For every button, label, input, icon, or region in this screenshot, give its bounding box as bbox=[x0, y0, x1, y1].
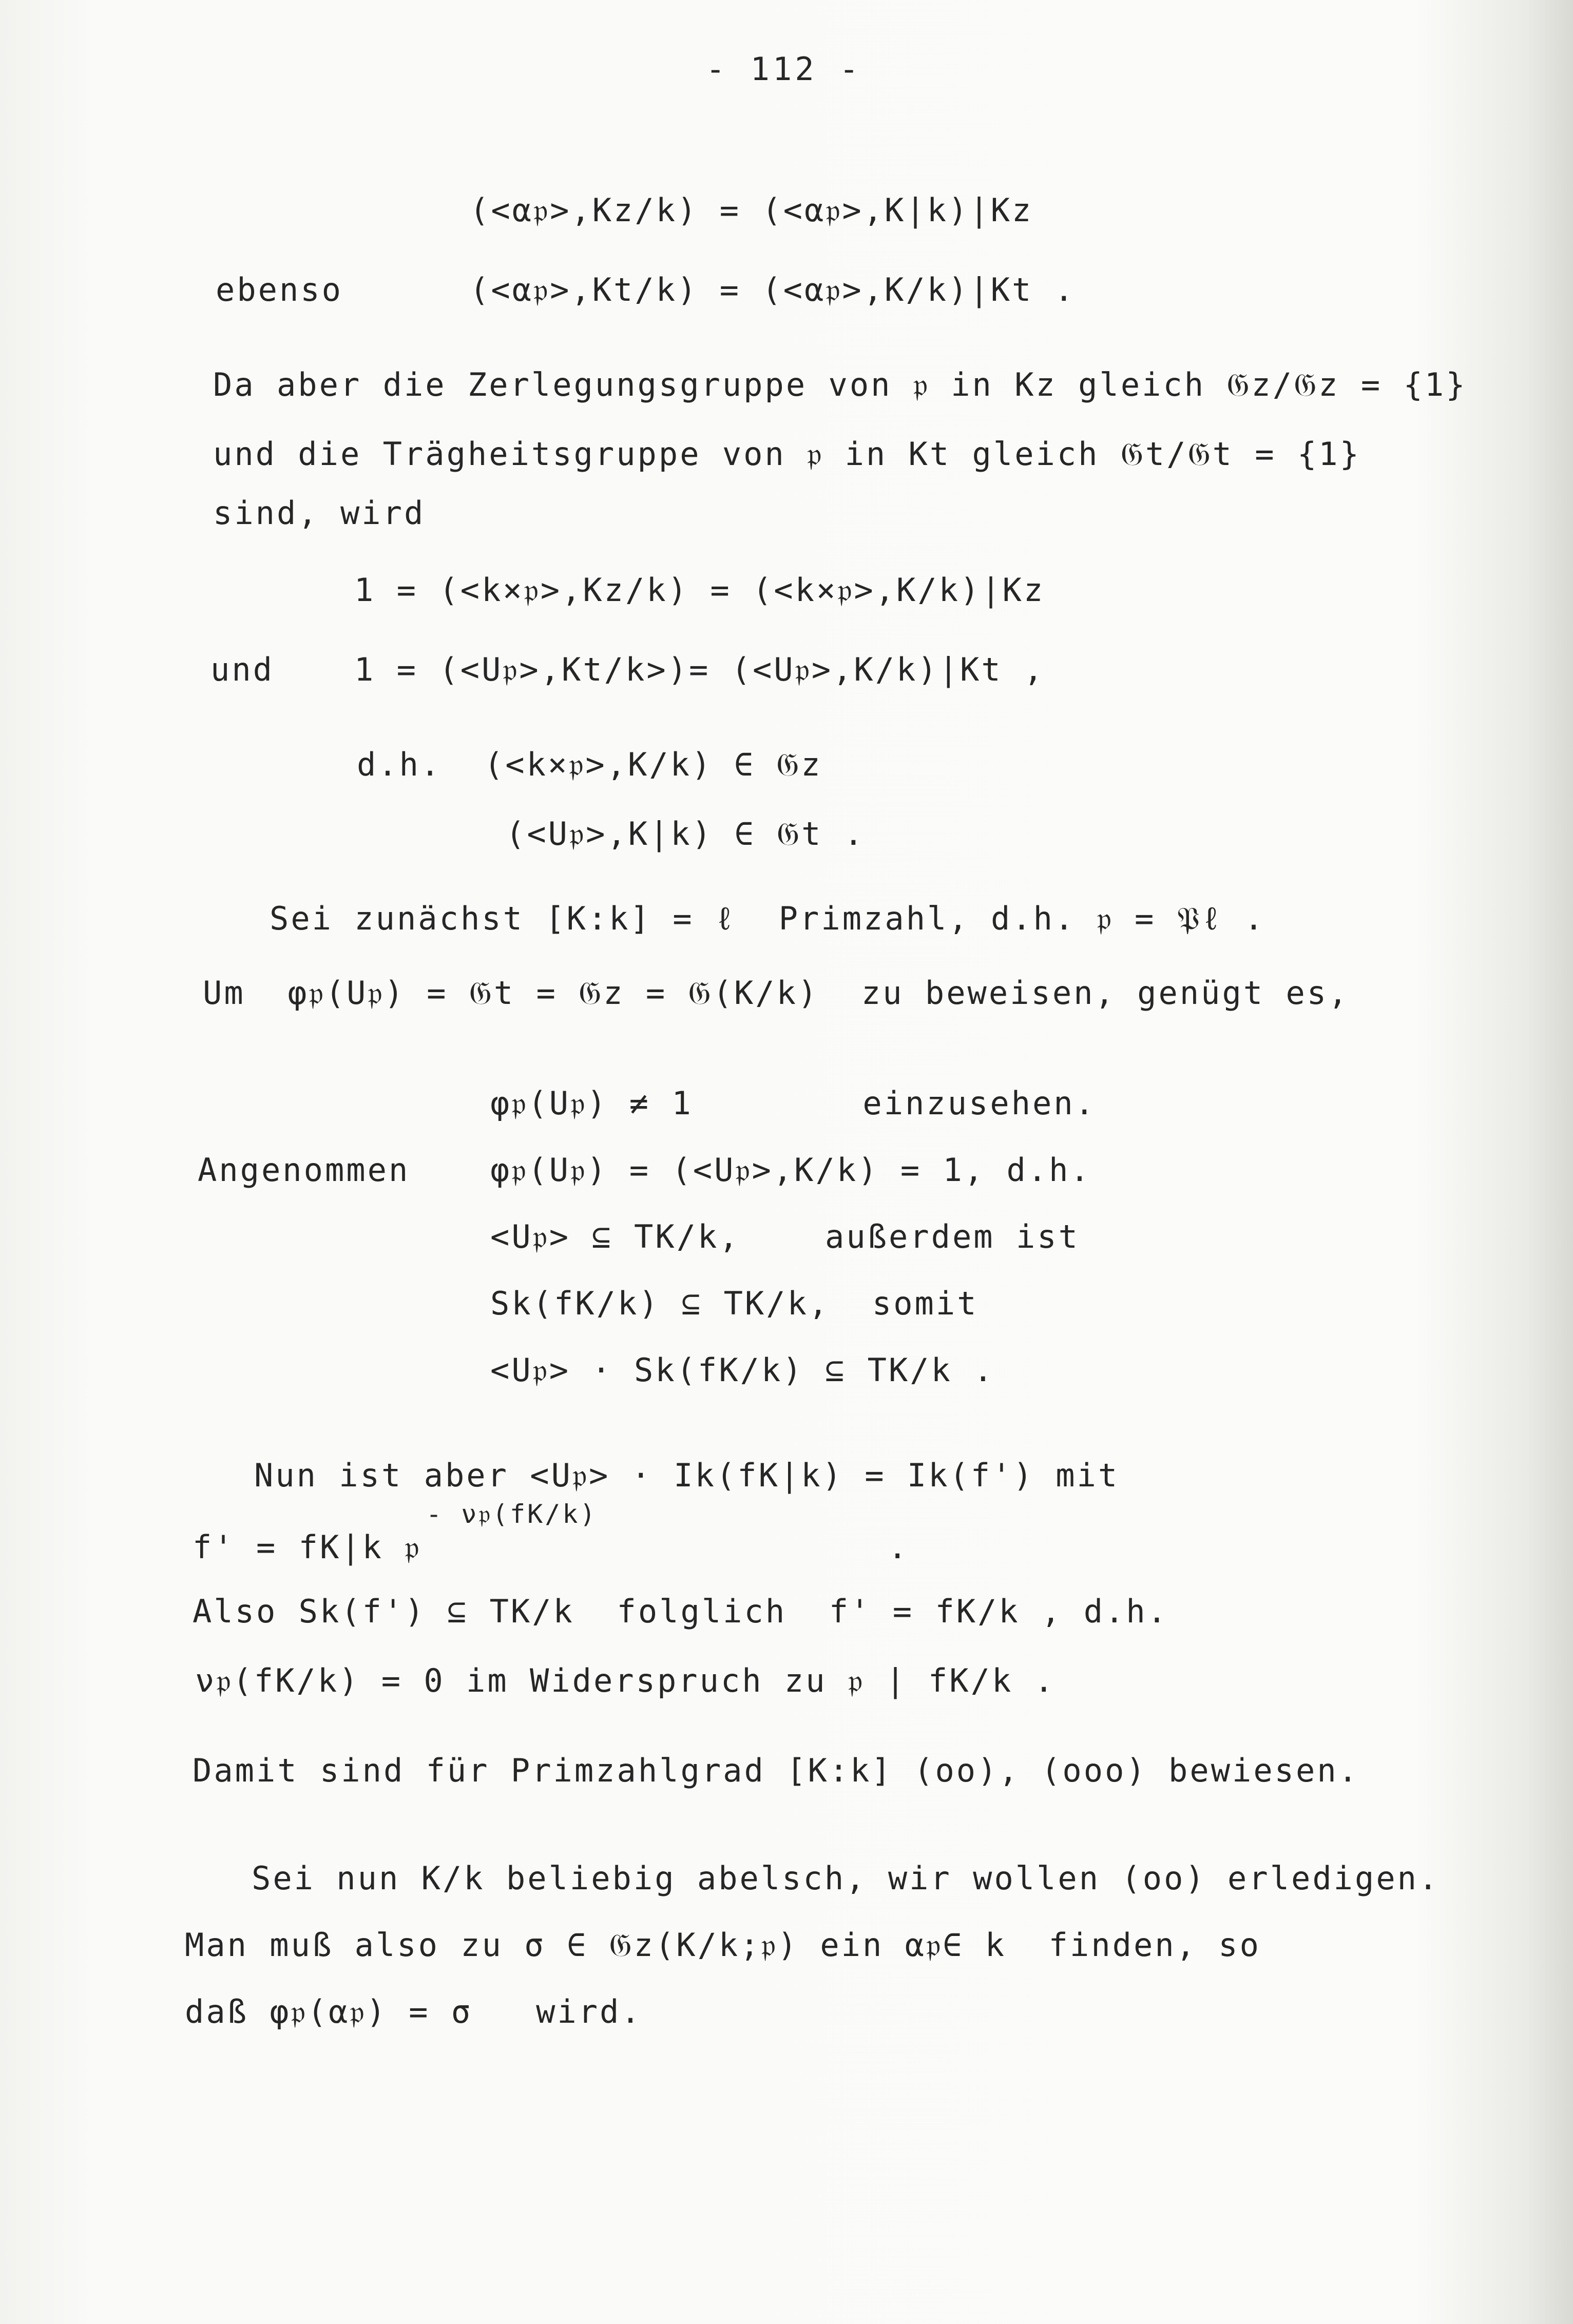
text-line-sind-wird: sind, wird bbox=[213, 494, 426, 532]
label-und: und bbox=[210, 651, 274, 688]
exponent-line: - ν𝔭(fK/k) bbox=[426, 1499, 598, 1529]
text-line-dass: daß φ𝔭(α𝔭) = σ wird. bbox=[185, 1993, 642, 2030]
label-angenommen: Angenommen bbox=[198, 1151, 410, 1189]
formula-line-11: <U𝔭> · Sk(fK/k) ⊆ TK/k . bbox=[490, 1351, 995, 1389]
formula-line-5: d.h. (<k×𝔭>,K/k) ∈ 𝔊z bbox=[357, 746, 822, 783]
label-ebenso: ebenso bbox=[216, 271, 343, 308]
text-line-nun-ist-aber: Nun ist aber <U𝔭> · Ik(fK|k) = Ik(f') mit bbox=[254, 1457, 1120, 1494]
text-line-sei-nun: Sei nun K/k beliebig abelsch, wir wollen (oo) erledigen. bbox=[252, 1860, 1440, 1897]
formula-line-3: 1 = (<k×𝔭>,Kz/k) = (<k×𝔭>,K/k)|Kz bbox=[354, 571, 1045, 609]
text-line-um-beweisen: Um φ𝔭(U𝔭) = 𝔊t = 𝔊z = 𝔊(K/k) zu beweisen, genügt es, bbox=[203, 974, 1350, 1012]
text-line-traegheitsgruppe: und die Trägheitsgruppe von 𝔭 in Kt gleich 𝔊t/𝔊t = {1} bbox=[213, 435, 1361, 473]
text-line-damit-sind: Damit sind für Primzahlgrad [K:k] (oo), (ooo) bewiesen. bbox=[193, 1752, 1359, 1789]
formula-line-1: (<α𝔭>,Kz/k) = (<α𝔭>,K|k)|Kz bbox=[470, 191, 1033, 229]
text-line-zerlegungsgruppe: Da aber die Zerlegungsgruppe von 𝔭 in Kz gleich 𝔊z/𝔊z = {1} bbox=[213, 366, 1467, 403]
text-line-widerspruch: ν𝔭(fK/k) = 0 im Widerspruch zu 𝔭 | fK/k . bbox=[195, 1662, 1056, 1699]
formula-line-8: φ𝔭(U𝔭) = (<U𝔭>,K/k) = 1, d.h. bbox=[490, 1151, 1091, 1189]
formula-line-12: f' = fK|k 𝔭 . bbox=[193, 1528, 909, 1566]
formula-line-9: <U𝔭> ⊆ TK/k, außerdem ist bbox=[490, 1218, 1080, 1255]
formula-line-6: (<U𝔭>,K|k) ∈ 𝔊t . bbox=[506, 815, 866, 853]
formula-line-10: Sk(fK/k) ⊆ TK/k, somit bbox=[490, 1285, 979, 1322]
page-number: - 112 - bbox=[706, 50, 862, 88]
text-line-man-muss: Man muß also zu σ ∈ 𝔊z(K/k;𝔭) ein α𝔭∈ k finden, so bbox=[185, 1926, 1261, 1964]
formula-line-2: (<α𝔭>,Kt/k) = (<α𝔭>,K/k)|Kt . bbox=[470, 271, 1076, 308]
text-line-sei-zunaechst: Sei zunächst [K:k] = ℓ Primzahl, d.h. 𝔭 = 𝔓ℓ . bbox=[270, 900, 1265, 937]
formula-line-4: 1 = (<U𝔭>,Kt/k>)= (<U𝔭>,K/k)|Kt , bbox=[354, 651, 1045, 688]
text-line-also: Also Sk(f') ⊆ TK/k folglich f' = fK/k , d.h. bbox=[193, 1593, 1169, 1630]
formula-line-7: φ𝔭(U𝔭) ≠ 1 einzusehen. bbox=[490, 1084, 1097, 1122]
